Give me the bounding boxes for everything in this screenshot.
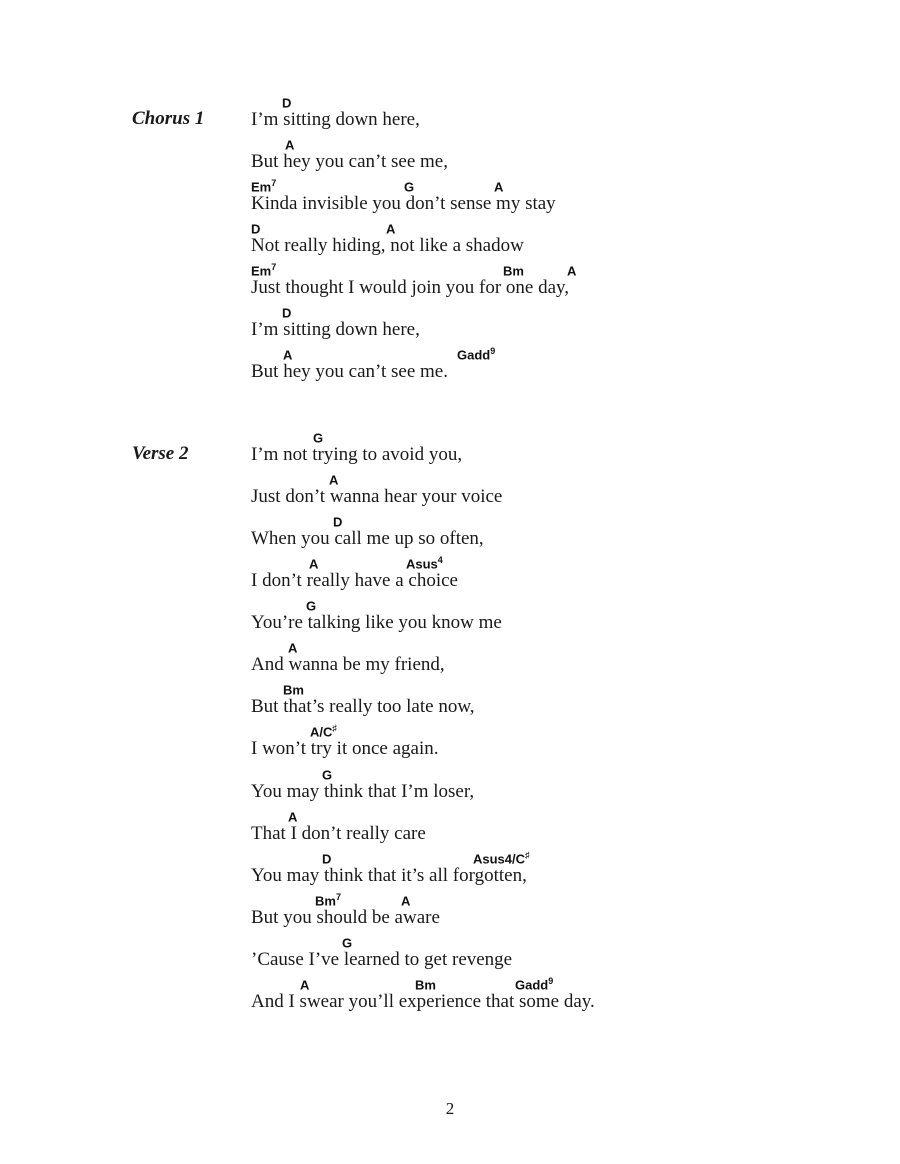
chord: Bm [283,682,304,698]
lyric-text: I’m not trying to avoid you, [251,444,463,465]
lyric-line [251,766,871,808]
lyric-text: You’re talking like you know me [251,612,502,633]
lyric-line [251,513,871,555]
page-number: 2 [445,1099,455,1118]
lyric-text: Kinda invisible you don’t sense my stay [251,193,556,214]
lyric-line [251,136,871,178]
lyric-line [251,304,871,346]
chord: Bm [415,977,436,993]
chord: G [404,179,415,195]
chord: D [251,221,261,237]
chord: D [282,95,292,111]
lyric-text: Just don’t wanna hear your voice [251,486,503,507]
lyric-line [251,597,871,639]
lyric-line [251,471,871,513]
lyric-text: Just thought I would join you for one day, [251,277,570,298]
lyric-text: I don’t really have a choice [251,570,458,591]
chord: A [401,893,411,909]
chord: A [329,472,339,488]
chord: A [283,347,293,363]
lyric-line [251,892,871,934]
lyric-text: ’Cause I’ve learned to get revenge [251,949,513,970]
chord: A [386,221,396,237]
lyric-line [251,808,871,850]
lyric-text: But you should be aware [251,907,440,928]
chord: A [285,137,295,153]
chord: Asus4/C♯ [473,850,530,867]
chord: G [306,598,317,614]
lyric-line [251,723,871,765]
chord: A [288,809,298,825]
lyric-text: But hey you can’t see me. [251,361,448,382]
chord: Gadd$^9$ [515,976,554,993]
lyric-text: Not really hiding, not like a shadow [251,235,524,256]
chord: A [567,263,577,279]
chord: G [322,767,333,783]
chord: Em$^7$ [251,178,277,195]
lyric-text: When you call me up so often, [251,528,484,549]
chord: A [300,977,310,993]
chord: Em$^7$ [251,262,277,279]
lyric-line [251,346,871,388]
chord: Asus$^4$ [406,555,443,572]
chord: G [342,935,353,951]
lyric-line [251,555,871,597]
lyric-text: I’m sitting down here, [251,319,420,340]
lyric-text: You may think that it’s all forgotten, [251,865,527,886]
lyric-text: I’m sitting down here, [251,109,420,130]
lyric-text: But hey you can’t see me, [251,151,448,172]
lyric-line [251,220,871,262]
lyric-text: You may think that I’m loser, [251,781,475,802]
chord: D [333,514,343,530]
lyric-line [251,429,871,471]
chord: Gadd$^9$ [457,346,496,363]
chord: G [313,430,324,446]
lyric-line [251,94,871,136]
chord: Bm [503,263,524,279]
lyric-text: And I swear you’ll experience that some day. [251,991,595,1012]
lyric-text: I won’t try it once again. [251,738,439,759]
chord: Bm$^7$ [315,892,341,909]
chord: A [288,640,298,656]
lyric-line [251,850,871,892]
lyric-line [251,976,871,1018]
chord: A [494,179,504,195]
chord: A [309,556,319,572]
lyric-line [251,639,871,681]
section-label-chorus-1: Chorus 1 [132,108,205,129]
chord: A/C♯ [310,723,337,740]
lyric-text: That I don’t really care [251,823,426,844]
lyric-text: But that’s really too late now, [251,696,475,717]
lyric-line [251,262,871,304]
lyric-line [251,681,871,723]
chord: D [322,851,332,867]
lyric-text: And wanna be my friend, [251,654,445,675]
lyric-line [251,178,871,220]
section-label-verse-2: Verse 2 [132,443,189,464]
chord: D [282,305,292,321]
lyric-line [251,934,871,976]
